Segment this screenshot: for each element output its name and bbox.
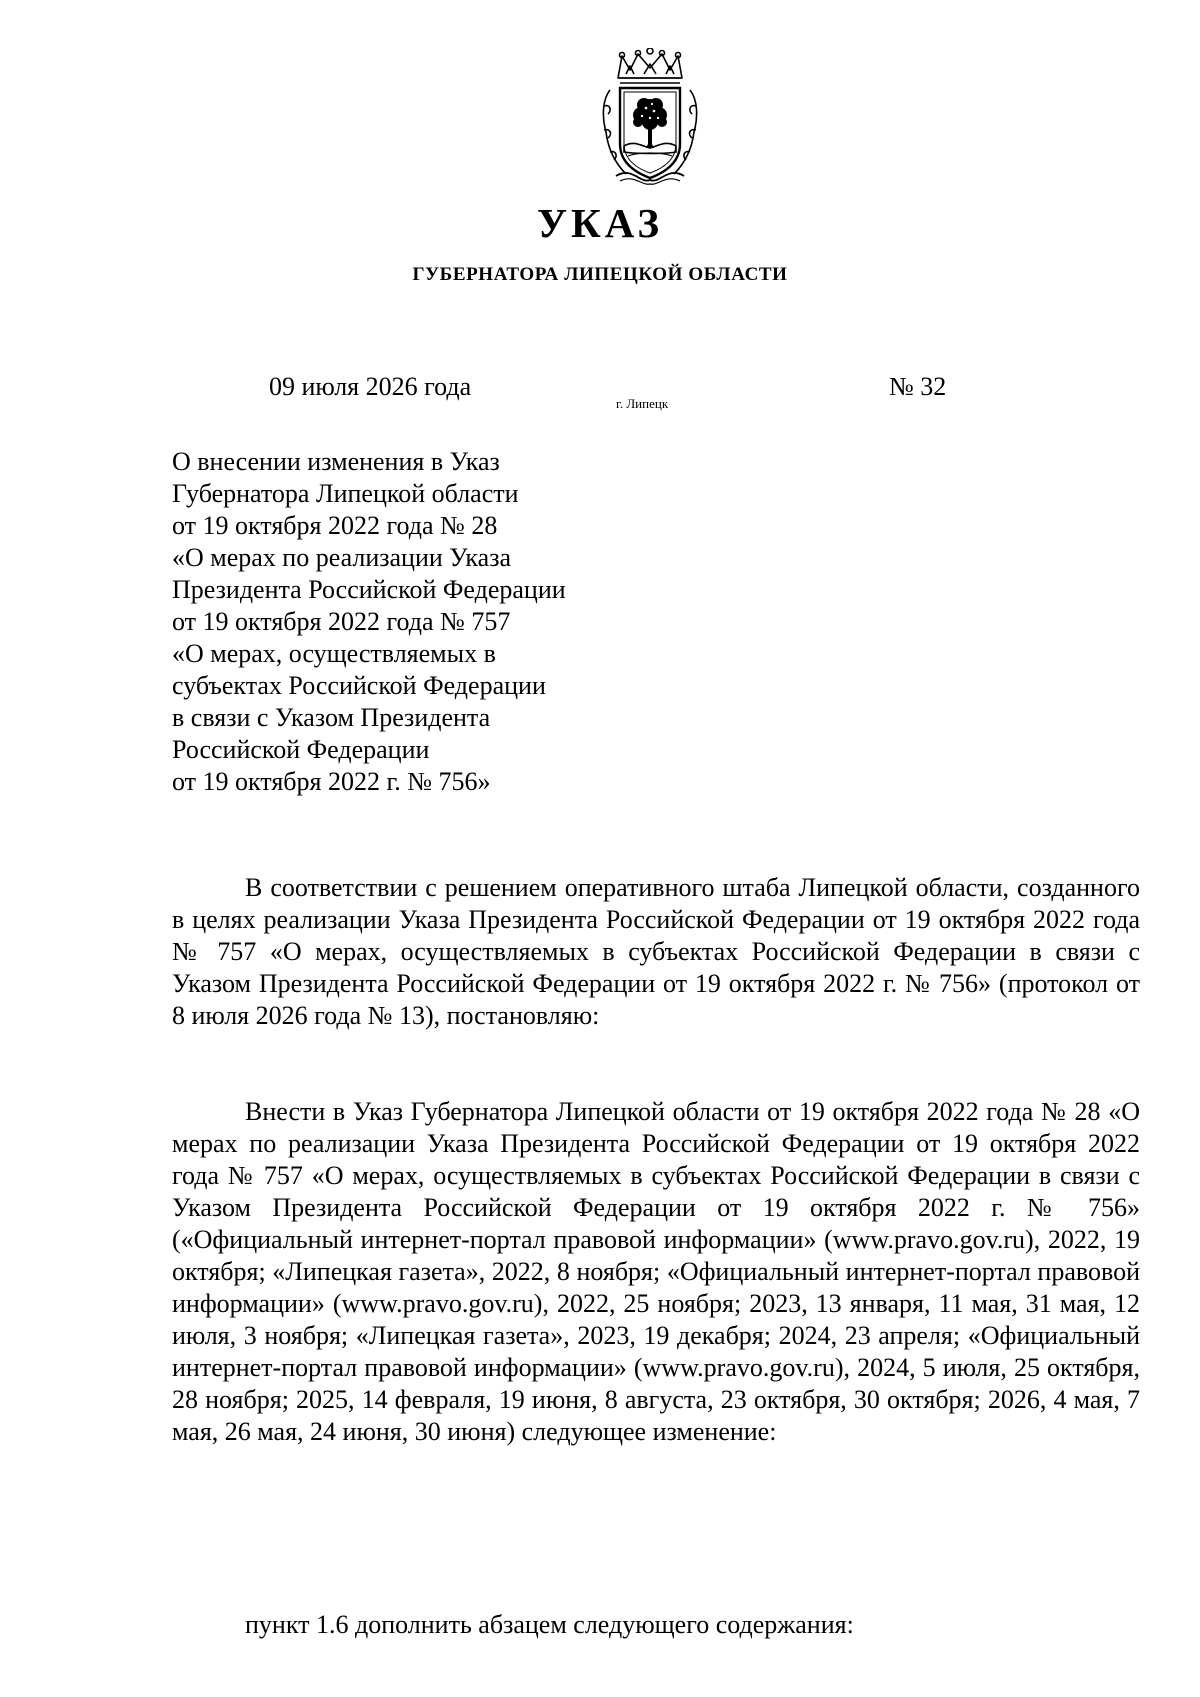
heading-line: от 19 октября 2022 года № 757 xyxy=(172,607,511,636)
amendment-paragraph: Внести в Указ Губернатора Липецкой области от 19 октября 2022 года № 28 «О мерах по реализации Указа Президента Российской Федерации от 19 октября 2022 года № 757 «О мерах, осуществляемых в субъектах Российской Федерации в связи с Указом Президента Российской Федерации от 19 октября 2022 г. № 756» («Официальный интернет-портал правовой информации» (www.pravo.gov.ru), 2022, 19 октября; «Липецкая газета», 2022, 8 ноября; «Официальный интернет-портал правовой информации» (www.pravo.gov.ru), 2022, 25 ноября; 2023, 13 января, 11 мая, 31 мая, 12 июля, 3 ноября; «Липецкая газета», 2023, 19 декабря; 2024, 23 апреля; «Официальный интернет-портал правовой информации» (www.pravo.gov.ru), 2024, 5 июля, 25 октября, 28 ноября; 2025, 14 февраля, 19 июня, 8 августа, 23 октября, 30 октября; 2026, 4 мая, 7 мая, 26 мая, 24 июня, 30 июня) следующее изменение: xyxy=(172,1097,1140,1446)
heading-line: от 19 октября 2022 г. № 756» xyxy=(172,767,491,796)
heading-line: субъектах Российской Федерации xyxy=(172,671,546,700)
document-date: 09 июля 2026 года xyxy=(269,372,472,401)
preamble-paragraph: В соответствии с решением оперативного штаба Липецкой области, созданного в целях реализации Указа Президента Российской Федерации от 19 октября 2022 года № 757 «О мерах, осуществляемых в субъектах Российской Федерации в связи с Указом Президента Российской Федерации от 19 октября 2022 г. № 756» (протокол от 8 июля 2026 года № 13), постановляю: xyxy=(172,873,1140,1030)
heading-line: в связи с Указом Президента xyxy=(172,703,491,732)
heading-line: «О мерах по реализации Указа xyxy=(172,543,512,572)
heading-line: «О мерах, осуществляемых в xyxy=(172,639,496,668)
heading-line: О внесении изменения в Указ xyxy=(172,447,500,476)
document-heading xyxy=(172,446,642,798)
heading-line: от 19 октября 2022 года № 28 xyxy=(172,511,498,540)
heading-line: Губернатора Липецкой области xyxy=(172,479,519,508)
document-number: № 32 xyxy=(889,372,947,401)
item-paragraph: пункт 1.6 дополнить абзацем следующего содержания: xyxy=(245,1610,854,1639)
heading-line: Российской Федерации xyxy=(172,735,430,764)
document-city: г. Липецк xyxy=(616,396,669,411)
document-title: УКАЗ xyxy=(536,200,664,246)
lipetsk-coat-of-arms-icon xyxy=(596,48,704,185)
document-subtitle: ГУБЕРНАТОРА ЛИПЕЦКОЙ ОБЛАСТИ xyxy=(412,264,788,285)
heading-line: Президента Российской Федерации xyxy=(172,575,566,604)
